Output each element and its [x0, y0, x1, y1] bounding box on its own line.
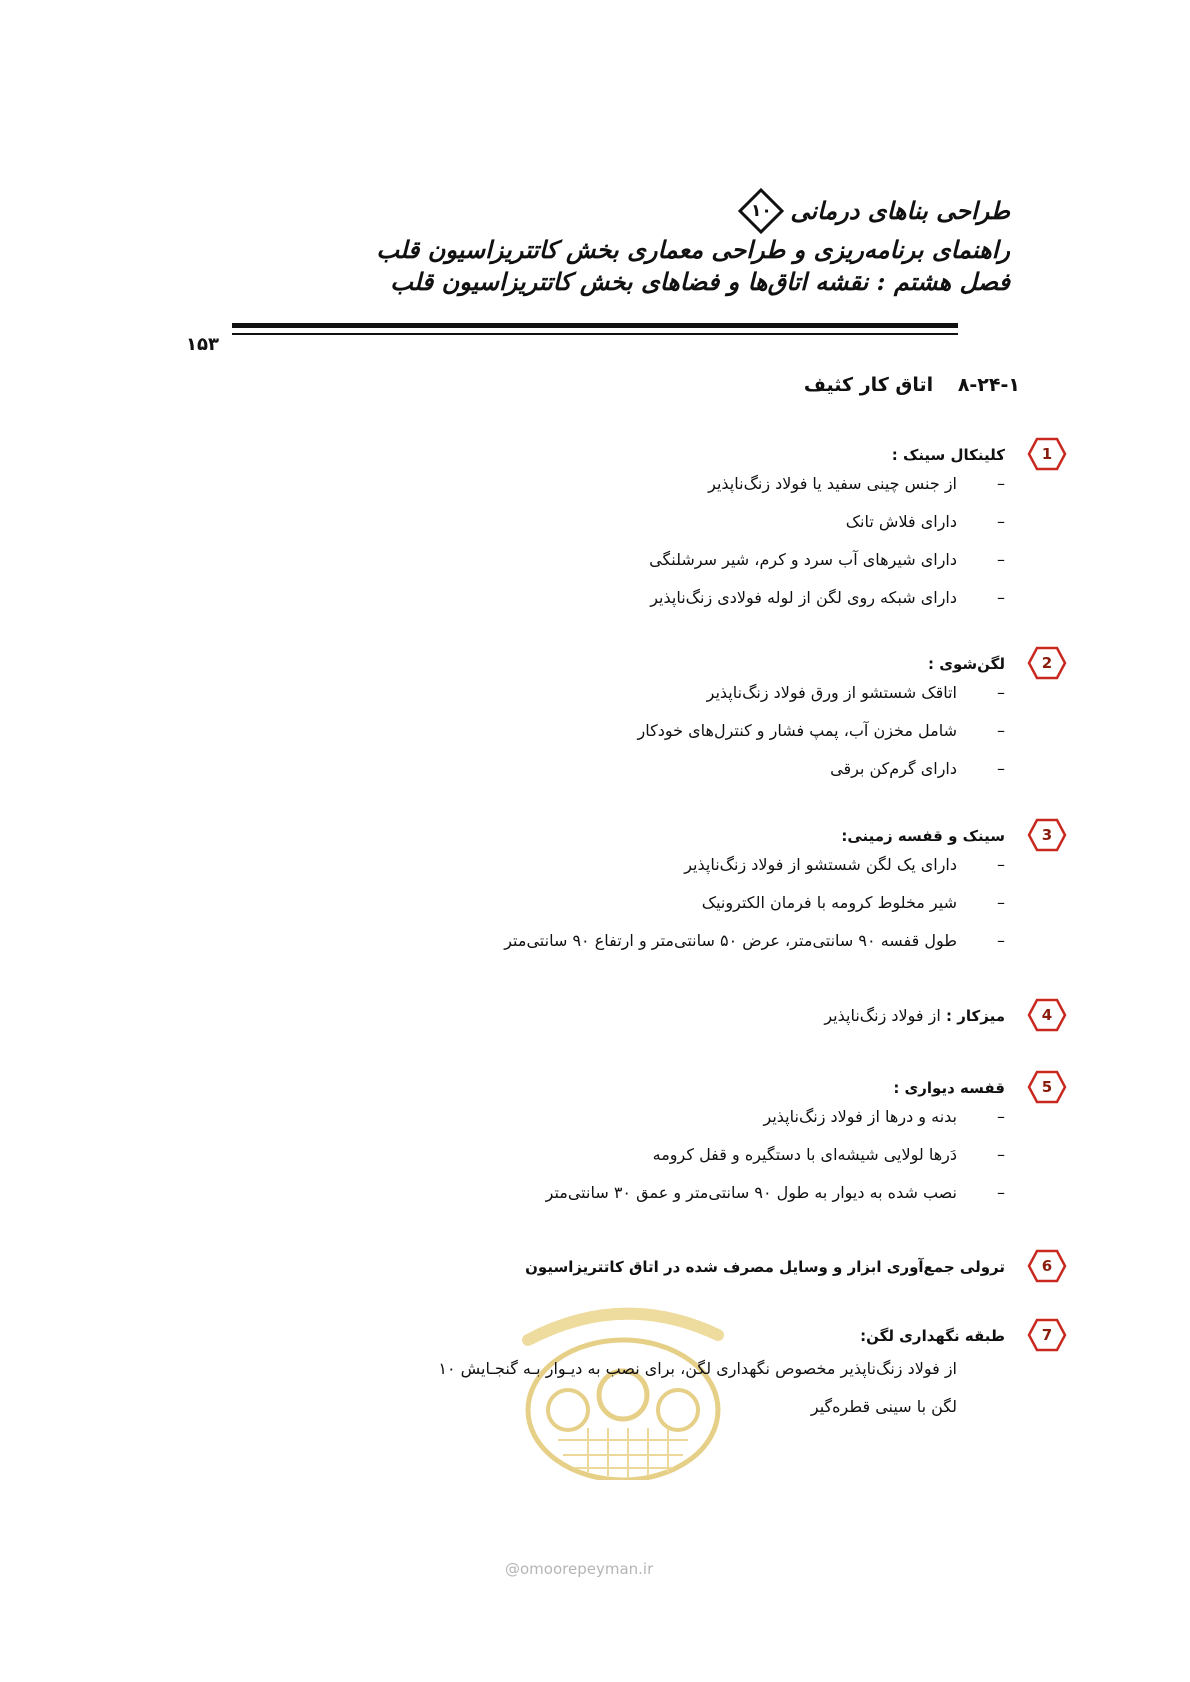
item-title: ترولی جمع‌آوری ابزار و وسایل مصرف شده در اتاق کاتتریزاسیون	[525, 1258, 1005, 1276]
header-rule-thick	[232, 323, 958, 328]
item-title: طبقه نگهداری لگن:	[860, 1327, 1005, 1345]
item-badge-icon	[1027, 998, 1067, 1032]
item-bullets	[245, 1098, 1005, 1212]
section-title: اتاق کار کثیف	[803, 374, 934, 396]
item-badge-number: 1	[1041, 445, 1053, 463]
list-item	[245, 1257, 1053, 1277]
book-number-diamond-icon	[738, 188, 784, 234]
item-badge-number: 4	[1041, 1006, 1053, 1024]
bullet: – بدنه و درها از فولاد زنگ‌ناپذیر	[245, 1098, 1005, 1136]
item-title: لگن‌شوی :	[928, 655, 1005, 673]
list-item	[245, 826, 1053, 960]
chapter-title: فصل هشتم : نقشه اتاق‌ها و فضاهای بخش کاتتریزاسیون قلب	[390, 267, 1010, 296]
item-inline-text: از فولاد زنگ‌ناپذیر	[824, 1006, 941, 1025]
list-item	[245, 1078, 1053, 1212]
item-title: سینک و قفسه زمینی:	[841, 827, 1005, 845]
book-number: ۱۰	[750, 201, 772, 221]
item-bullets	[245, 674, 1005, 788]
list-item	[245, 445, 1053, 617]
running-header	[190, 188, 1010, 298]
book-title: طراحی بناهای درمانی	[790, 196, 1010, 225]
item-bullets	[245, 846, 1005, 960]
item-title: قفسه دیواری :	[893, 1079, 1005, 1097]
bullet: – دارای یک لگن شستشو از فولاد زنگ‌ناپذیر	[245, 846, 1005, 884]
header-rule-thin	[232, 333, 958, 335]
item-badge-icon	[1027, 818, 1067, 852]
item-badge-number: 6	[1041, 1257, 1053, 1275]
book-subtitle: راهنمای برنامه‌ریزی و طراحی معماری بخش کاتتریزاسیون قلب	[376, 235, 1010, 264]
list-item	[245, 654, 1053, 788]
bullet: – دارای شبکه روی لگن از لوله فولادی زنگ‌ناپذیر	[245, 579, 1005, 617]
item-badge-number: 3	[1041, 826, 1053, 844]
paragraph-line: لگن با سینی قطره‌گیر	[810, 1397, 957, 1416]
item-badge-number: 7	[1041, 1326, 1053, 1344]
item-badge-number: 2	[1041, 654, 1053, 672]
item-bullets	[245, 465, 1005, 617]
bullet: – دَرها لولایی شیشه‌ای با دستگیره و قفل کرومه	[245, 1136, 1005, 1174]
item-paragraph	[245, 1350, 1005, 1426]
paragraph-line: از فولاد زنگ‌ناپذیر مخصوص نگهداری لگن، برای نصب به دیـوار بـه گنجـایش ۱۰	[438, 1359, 957, 1378]
item-title: کلینکال سینک :	[891, 446, 1005, 464]
list-item	[245, 1326, 1053, 1426]
watermark-text: @omoorepeyman.ir	[505, 1560, 654, 1578]
item-badge-number: 5	[1041, 1078, 1053, 1096]
bullet: – اتاقک شستشو از ورق فولاد زنگ‌ناپذیر	[245, 674, 1005, 712]
item-title: میزکار :	[946, 1007, 1005, 1025]
item-badge-icon	[1027, 646, 1067, 680]
bullet: – طول قفسه ۹۰ سانتی‌متر، عرض ۵۰ سانتی‌متر و ارتفاع ۹۰ سانتی‌متر	[245, 922, 1005, 960]
bullet: – شیر مخلوط کرومه با فرمان الکترونیک	[245, 884, 1005, 922]
section-heading	[804, 374, 1020, 396]
item-badge-icon	[1027, 1318, 1067, 1352]
item-badge-icon	[1027, 1249, 1067, 1283]
bullet: – از جنس چینی سفید یا فولاد زنگ‌ناپذیر	[245, 465, 1005, 503]
list-item	[245, 1006, 1053, 1026]
section-number: ۸-۲۴-۱	[957, 374, 1020, 396]
item-title-row	[245, 1006, 1005, 1026]
bullet: – شامل مخزن آب، پمپ فشار و کنترل‌های خودکار	[245, 712, 1005, 750]
bullet: – دارای گرم‌کن برقی	[245, 750, 1005, 788]
book-title-line	[190, 188, 1010, 234]
bullet: – نصب شده به دیوار به طول ۹۰ سانتی‌متر و عمق ۳۰ سانتی‌متر	[245, 1174, 1005, 1212]
bullet: – دارای فلاش تانک	[245, 503, 1005, 541]
item-badge-icon	[1027, 1070, 1067, 1104]
bullet: – دارای شیرهای آب سرد و کرم، شیر سرشلنگی	[245, 541, 1005, 579]
item-badge-icon	[1027, 437, 1067, 471]
page-number: ۱۵۳	[186, 334, 219, 355]
